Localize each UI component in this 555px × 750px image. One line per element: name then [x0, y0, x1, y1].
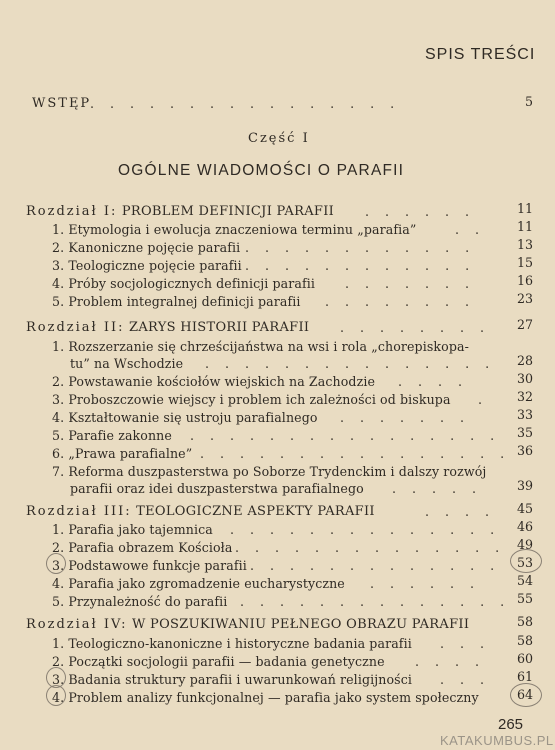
dot-leader: . . . . . . . . . . . . — [245, 240, 476, 255]
part-label: Część I — [248, 131, 310, 146]
toc-entry — [52, 464, 486, 479]
dot-leader: . . . . — [398, 374, 469, 389]
entry-page: 49 — [516, 537, 533, 552]
toc-entry — [52, 428, 172, 443]
toc-entry — [52, 672, 412, 687]
entry-text: Rozszerzanie się chrześcijaństwa na wsi i rola „chorepiskopa- — [68, 339, 469, 354]
dot-leader: . . . . — [415, 654, 486, 669]
intro-page: 5 — [524, 94, 533, 109]
entry-number: 3. — [52, 558, 65, 573]
entry-number: 4. — [52, 410, 65, 425]
toc-entry — [52, 222, 416, 237]
entry-text: Podstawowe funkcje parafii — [68, 558, 247, 573]
toc-entry — [52, 576, 345, 591]
pencil-circle-mark — [46, 685, 66, 706]
entry-text: „Prawa parafialne” — [68, 446, 193, 461]
dot-leader: . . . . . . . — [345, 276, 476, 291]
entry-text: Parafie zakonne — [68, 428, 172, 443]
entry-number: 1. — [52, 636, 65, 651]
entry-number: 5. — [52, 594, 65, 609]
chapter-heading — [26, 617, 469, 632]
dot-leader: . . . . . . . . . . . . . . . . — [190, 428, 501, 443]
toc-entry — [52, 540, 232, 555]
toc-entry — [52, 558, 247, 573]
pencil-circle-mark — [510, 549, 542, 573]
toc-entry — [52, 594, 227, 609]
entry-text: Powstawanie kościołów wiejskich na Zachodzie — [68, 374, 376, 389]
entry-page: 64 — [516, 687, 533, 702]
entry-page: 46 — [516, 519, 533, 534]
entry-text: Problem integralnej definicji parafii — [68, 294, 301, 309]
entry-page: 54 — [516, 573, 533, 588]
entry-number: 5. — [52, 428, 65, 443]
dot-leader: . . . . . . . . . . . . . . . . — [90, 96, 401, 111]
entry-page: 23 — [516, 291, 533, 306]
entry-number: 3. — [52, 672, 65, 687]
dot-leader: . . . . . . . . . . . . . . . — [205, 356, 496, 371]
dot-leader: . . . . . . . . . . . . . — [250, 558, 501, 573]
entry-number: 2. — [52, 540, 65, 555]
entry-page: 35 — [516, 425, 533, 440]
chapter-page: 27 — [516, 317, 533, 332]
entry-page: 32 — [516, 389, 533, 404]
dot-leader: . . . — [440, 636, 491, 651]
dot-leader: . . . . . . . . . . . . . . — [240, 594, 511, 609]
entry-number: 2. — [52, 240, 65, 255]
entry-text: Parafia jako zgromadzenie eucharystyczne — [68, 576, 345, 591]
entry-text: Problem analizy funkcjonalnej — parafia jako system społeczny — [68, 690, 479, 705]
chapter-label: Rozdział IV: — [26, 617, 128, 632]
entry-page: 61 — [516, 669, 533, 684]
entry-text: Badania struktury parafii i uwarunkowań religijności — [68, 672, 412, 687]
entry-text: Teologiczno-kanoniczne i historyczne badania parafii — [68, 636, 412, 651]
dot-leader: . . . . . . — [365, 204, 476, 219]
entry-text: Proboszczowie wiejscy i problem ich zależności od biskupa — [68, 392, 451, 407]
entry-text: Próby socjologicznych definicji parafii — [68, 276, 315, 291]
entry-page: 13 — [516, 237, 533, 252]
entry-number: 4. — [52, 576, 65, 591]
toc-entry — [52, 690, 479, 705]
toc-entry — [52, 522, 213, 537]
part-title: OGÓLNE WIADOMOŚCI O PARAFII — [118, 162, 405, 179]
entry-number: 6. — [52, 446, 65, 461]
entry-page: 11 — [516, 219, 533, 234]
entry-number: 7. — [52, 464, 65, 479]
entry-page: 58 — [516, 633, 533, 648]
chapter-title: W POSZUKIWANIU PEŁNEGO OBRAZU PARAFII — [131, 617, 470, 632]
dot-leader: . — [478, 392, 489, 407]
toc-entry-continuation: tu” na Wschodzie — [70, 356, 184, 371]
dot-leader: . . . . . . . . . . . . . . — [235, 540, 506, 555]
toc-entry — [52, 294, 300, 309]
dot-leader: . . . . — [425, 504, 496, 519]
entry-number: 2. — [52, 654, 65, 669]
entry-page: 55 — [516, 591, 533, 606]
entry-page: 30 — [516, 371, 533, 386]
toc-entry — [52, 636, 412, 651]
entry-page: 16 — [516, 273, 533, 288]
dot-leader: . . . . . . . . — [340, 320, 491, 335]
entry-page: 33 — [516, 407, 533, 422]
entry-text: Reforma duszpasterstwa po Soborze Trydenckim i dalszy rozwój — [68, 464, 487, 479]
dot-leader: . . — [455, 222, 486, 237]
entry-number: 3. — [52, 258, 65, 273]
toc-entry-continuation: parafii oraz idei duszpasterstwa parafialnego — [70, 481, 364, 496]
chapter-heading — [26, 320, 309, 335]
entry-text: Kształtowanie się ustroju parafialnego — [68, 410, 318, 425]
chapter-label: Rozdział III: — [26, 504, 132, 519]
toc-entry — [52, 240, 240, 255]
watermark: KATAKUMBUS.PL — [440, 733, 554, 748]
entry-text: Przynależność do parafii — [68, 594, 228, 609]
chapter-page: 58 — [516, 614, 533, 629]
dot-leader: . . . . . . . . . . . . — [245, 258, 476, 273]
dot-leader: . . . . . . . . . . . . . . — [230, 522, 501, 537]
chapter-label: Rozdział II: — [26, 320, 125, 335]
chapter-title: TEOLOGICZNE ASPEKTY PARAFII — [136, 504, 375, 519]
dot-leader: . . . . . . . . — [325, 294, 476, 309]
page-number: 265 — [498, 716, 524, 733]
entry-text: Parafia jako tajemnica — [68, 522, 213, 537]
dot-leader: . . . . . . . . . . . . . . . . — [200, 446, 511, 461]
entry-number: 1. — [52, 522, 65, 537]
entry-page: 36 — [516, 443, 533, 458]
entry-text: Teologiczne pojęcie parafii — [68, 258, 242, 273]
dot-leader: . . . . . . — [370, 576, 481, 591]
entry-text: Początki socjologii parafii — badania genetyczne — [68, 654, 385, 669]
chapter-title: PROBLEM DEFINICJI PARAFII — [121, 204, 335, 219]
entry-text: Parafia obrazem Kościoła — [68, 540, 233, 555]
entry-text: Kanoniczne pojęcie parafii — [68, 240, 241, 255]
entry-page: 60 — [516, 651, 533, 666]
page-title: SPIS TREŚCI — [425, 46, 536, 63]
chapter-heading — [26, 204, 334, 219]
toc-entry — [52, 374, 375, 389]
entry-page: 39 — [516, 478, 533, 493]
chapter-label: Rozdział I: — [26, 204, 118, 219]
toc-entry — [52, 339, 469, 354]
dot-leader: . . . . . . . — [340, 410, 471, 425]
pencil-circle-mark — [510, 683, 542, 707]
entry-text: Etymologia i ewolucja znaczeniowa terminu „parafia” — [68, 222, 417, 237]
toc-entry — [52, 446, 192, 461]
entry-number: 2. — [52, 374, 65, 389]
entry-number: 4. — [52, 276, 65, 291]
toc-entry — [52, 276, 315, 291]
chapter-title: ZARYS HISTORII PARAFII — [128, 320, 310, 335]
pencil-circle-mark — [46, 553, 66, 574]
toc-entry — [52, 392, 451, 407]
toc-entry — [52, 654, 385, 669]
chapter-heading — [26, 504, 375, 519]
entry-number: 1. — [52, 339, 65, 354]
intro-label: WSTĘP — [32, 96, 92, 111]
entry-number: 4. — [52, 690, 65, 705]
entry-number: 1. — [52, 222, 65, 237]
entry-page: 53 — [516, 555, 533, 570]
entry-number: 5. — [52, 294, 65, 309]
dot-leader: . . . — [440, 672, 491, 687]
chapter-page: 11 — [516, 201, 533, 216]
chapter-page: 45 — [516, 501, 533, 516]
dot-leader: . . . . . — [392, 481, 483, 496]
toc-entry — [52, 258, 242, 273]
toc-entry — [52, 410, 318, 425]
entry-page: 28 — [516, 353, 533, 368]
entry-page: 15 — [516, 255, 533, 270]
entry-number: 3. — [52, 392, 65, 407]
